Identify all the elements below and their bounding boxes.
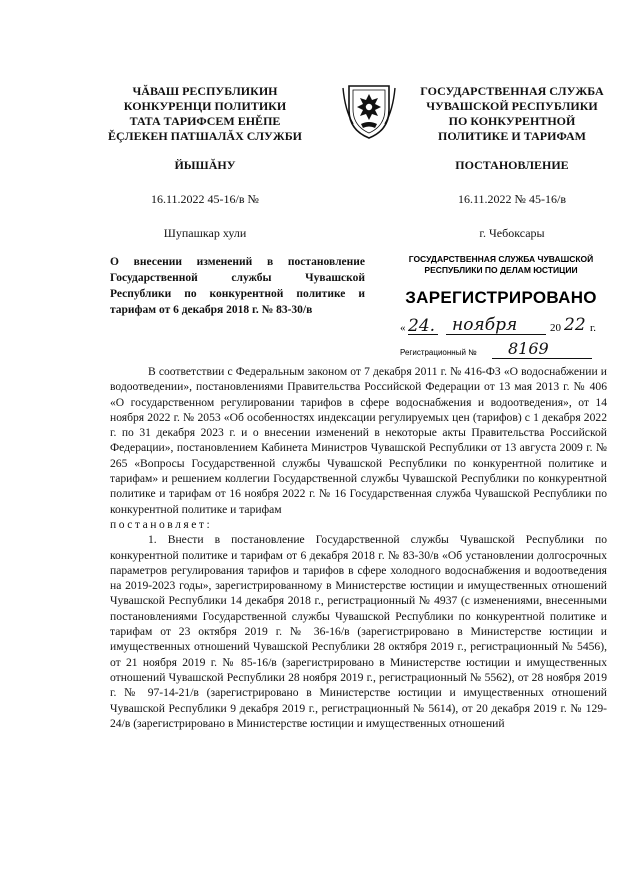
stamp-date-row [400,315,606,340]
doc-place-russian: г. Чебоксары [479,226,545,240]
doc-date-russian: 16.11.2022 № 45-16/в [458,192,566,206]
stamp-reg-label: Регистрационный № [400,348,477,357]
body-resolve-word: постановляет: [110,517,213,531]
doc-place-chuvash: Шупашкар хули [163,226,247,240]
document-subject: О внесении изменений в постановление Государственной службы Чувашской Республики по конкурентной политике и тарифам от 6 декабря 2018 г. № 83-30/в [110,256,365,316]
stamp-reg-row [400,339,606,362]
stamp-date-suffix: г. [590,322,597,334]
org-name-russian: ГОСУДАРСТВЕННАЯ СЛУЖБА ЧУВАШСКОЙ РЕСПУБЛИКИ ПО КОНКУРЕНТНОЙ ПОЛИТИКЕ И ТАРИФАМ [420,84,604,143]
document-body [110,364,607,731]
doc-type-russian: ПОСТАНОВЛЕНИЕ [455,158,569,172]
stamp-day-line [408,334,438,335]
doc-type-chuvash: ЙЫШĂНУ [174,158,236,172]
stamp-reg-line [492,358,592,359]
header-left-chuvash [95,84,315,241]
org-name-chuvash: ЧĂВАШ РЕСПУБЛИКИН КОНКУРЕНЦИ ПОЛИТИКИ ТАТА ТАРИФСЕМ ЕНĚПЕ ĚÇЛЕКЕН ПАТШАЛĂХ СЛУЖБИ [108,84,302,143]
coat-of-arms-icon [341,80,397,140]
doc-date-chuvash: 16.11.2022 45-16/в № [151,192,259,206]
body-paragraph-preamble: В соответствии с Федеральным законом от 7 декабря 2011 г. № 416-ФЗ «О водоснабжении и водоотведении», постановлениями Правительства Российской Федерации от 13 мая 2013 г. № 406 «О государственном регулировании тарифов в сфере водоснабжения и водоотведения», от 14 ноября 2022 г. № 2053 «Об особенностях индексации регулируемых цен (тарифов) с 1 декабря 2022 г. по 31 декабря 2023 г. и о внесении изменений в некоторые акты Правительства Российской Федерации», постановлением Кабинета Министров Чувашской Республики от 13 августа 2009 г. № 265 «Вопросы Государственной службы Чувашской Республики по конкурентной политике и тарифам» и решением коллегии Государственной службы Чувашской Республики по конкурентной политике и тарифам от 16 ноября 2022 г. № 16 Государственная служба Чувашской Республики по конкурентной политике и тарифам [110,365,607,516]
stamp-date-year: 22 [564,315,586,335]
header-right-russian [412,84,612,241]
stamp-year-prefix: 20 [550,322,561,334]
registration-stamp [396,254,606,364]
stamp-date-month: ноября [452,315,518,335]
stamp-reg-number: 8169 [508,339,549,358]
stamp-status: ЗАРЕГИСТРИРОВАНО [405,288,597,307]
stamp-month-line [446,334,546,335]
stamp-date-open: « [400,322,406,334]
stamp-authority: ГОСУДАРСТВЕННАЯ СЛУЖБА ЧУВАШСКОЙ РЕСПУБЛИКИ ПО ДЕЛАМ ЮСТИЦИИ [408,254,594,275]
stamp-date-day: 24. [408,316,436,336]
body-paragraph-1: 1. Внести в постановление Государственной службы Чувашской Республики по конкурентной политике и тарифам от 6 декабря 2018 г. № 83-30/в «Об установлении долгосрочных параметров регулирования тарифов и тарифов в сфере холодного водоснабжения и водоотведения на 2019-2023 годы», зарегистрированному в Министерстве юстиции и имущественных отношений Чувашской Республики 14 декабря 2018 г., регистрационный № 4937 (с изменениями, внесенными постановлениями Государственной службы Чувашской Республики по конкурентной политике и тарифам от 23 октября 2019 г. № 36-16/в (зарегистрировано в Министерстве юстиции и имущественных отношений Чувашской Республики 28 октября 2019 г., регистрационный № 5456), от 21 ноября 2019 г. № 85-16/в (зарегистрировано в Министерстве юстиции и имущественных отношений Чувашской Республики 28 ноября 2019 г., регистрационный № 5562), от 28 ноября 2019 г. № 97-14-21/в (зарегистрировано в Министерстве юстиции и имущественных отношений Чувашской Республики 9 декабря 2019 г., регистрационный № 5614), от 20 декабря 2019 г. № 129-24/в (зарегистрировано в Министерстве юстиции и имущественных отношений [110,533,607,730]
